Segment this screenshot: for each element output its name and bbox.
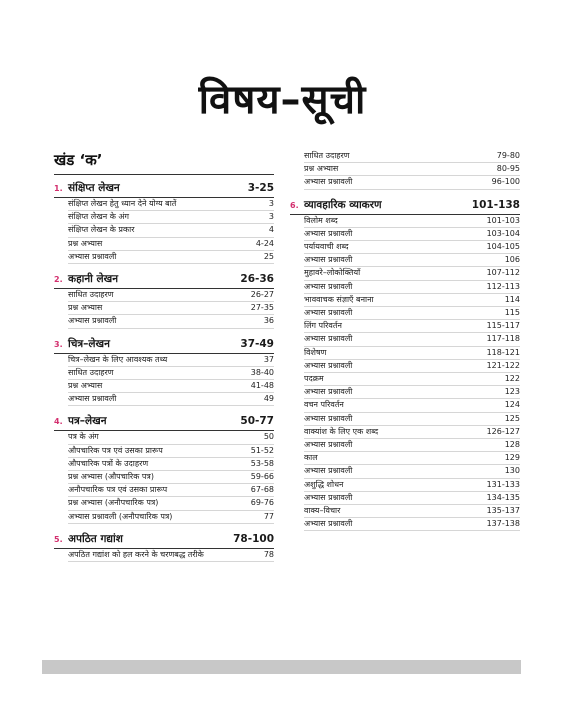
- toc-entry: [68, 445, 274, 458]
- toc-entry-pages: 104-105: [486, 242, 520, 252]
- continued-items: [290, 150, 520, 190]
- toc-entry-pages: 67-68: [250, 485, 274, 495]
- chapter-pages: 37-49: [240, 337, 274, 350]
- toc-entry: [304, 228, 520, 241]
- toc-entry: [68, 289, 274, 302]
- toc-entry: [68, 471, 274, 484]
- toc-entry-label: चित्र–लेखन के लिए आवश्यक तथ्य: [68, 354, 168, 364]
- toc-entry-label: प्रश्न अभ्यास (अनौपचारिक पत्र): [68, 498, 159, 508]
- toc-entry-pages: 79-80: [496, 151, 520, 160]
- chapter-heading: [54, 414, 274, 431]
- toc-entry-label: प्रश्न अभ्यास: [68, 303, 103, 313]
- toc-entry: [304, 333, 520, 346]
- toc-entry: [68, 380, 274, 393]
- toc-entry: [68, 431, 274, 444]
- toc-entry-label: अभ्यास प्रश्नावली: [304, 387, 353, 397]
- toc-entry-label: प्रश्न अभ्यास (औपचारिक पत्र): [68, 472, 154, 482]
- chapter-number: 4.: [54, 417, 63, 427]
- toc-entry: [304, 373, 520, 386]
- toc-entry: [304, 492, 520, 505]
- toc-entry: [304, 360, 520, 373]
- toc-entry: [304, 215, 520, 228]
- toc-entry-pages: 103-104: [486, 228, 520, 238]
- toc-entry-label: वाक्य–विचार: [304, 506, 341, 516]
- toc-entry: [304, 294, 520, 307]
- chapter-heading: [54, 272, 274, 289]
- toc-entry-label: औपचारिक पत्र एवं उसका प्रारूप: [68, 445, 163, 455]
- toc-entry-pages: 50: [263, 432, 274, 442]
- toc-entry-pages: 38-40: [250, 367, 274, 377]
- toc-entry-pages: 130: [504, 466, 520, 476]
- toc-entry: [304, 452, 520, 465]
- toc-entry-label: पर्यायवाची शब्द: [304, 242, 349, 252]
- toc-entry-label: मुहावरे–लोकोक्तियाँ: [304, 268, 361, 278]
- toc-entry: [304, 281, 520, 294]
- toc-entry: [304, 465, 520, 478]
- chapter-number: 5.: [54, 534, 63, 544]
- toc-entry: [304, 426, 520, 439]
- toc-entry: [68, 393, 274, 406]
- toc-entry-pages: 131-133: [486, 479, 520, 489]
- toc-entry-label: वचन परिवर्तन: [304, 400, 344, 410]
- toc-entry-label: लिंग परिवर्तन: [304, 321, 342, 331]
- toc-entry-label: विलोम शब्द: [304, 215, 338, 225]
- toc-entry-label: अभ्यास प्रश्नावली: [304, 519, 353, 529]
- toc-entry-pages: 3: [268, 212, 274, 222]
- toc-entry-pages: 122: [504, 374, 520, 384]
- toc-entry: [68, 354, 274, 367]
- toc-entry-label: अभ्यास प्रश्नावली: [304, 413, 353, 423]
- chapter-number: 6.: [290, 200, 299, 210]
- toc-entry-label: साधित उदाहरण: [304, 151, 350, 160]
- toc-left-column: [54, 150, 274, 562]
- chapter-number: 2.: [54, 275, 63, 285]
- toc-entry: [68, 224, 274, 237]
- toc-entry: [304, 399, 520, 412]
- chapter-pages: 50-77: [240, 415, 274, 428]
- chapter-pages: 3-25: [247, 182, 274, 194]
- toc-entry-label: अभ्यास प्रश्नावली: [68, 394, 117, 404]
- toc-entry-label: अभ्यास प्रश्नावली: [304, 440, 353, 450]
- toc-entry-pages: 37: [263, 354, 274, 364]
- toc-entry: [68, 238, 274, 251]
- chapter-number: 3.: [54, 339, 63, 349]
- toc-entry-label: भाववाचक संज्ञाएँ बनाना: [304, 294, 374, 304]
- toc-entry-label: वाक्यांश के लिए एक शब्द: [304, 426, 379, 436]
- toc-entry-label: अपठित गद्यांश को हल करने के चरणबद्ध तरीके: [68, 549, 204, 559]
- toc-entry-pages: 3: [268, 199, 274, 208]
- right-chapter-list: [290, 198, 520, 532]
- toc-entry: [304, 386, 520, 399]
- toc-entry-pages: 41-48: [250, 381, 274, 391]
- footer-bar: [42, 660, 521, 674]
- toc-entry-label: अभ्यास प्रश्नावली: [304, 281, 353, 291]
- toc-entry-label: संक्षिप्त लेखन के प्रकार: [68, 225, 135, 235]
- toc-entry-label: संक्षिप्त लेखन हेतु ध्यान देने योग्य बातें: [68, 199, 177, 208]
- toc-entry: [304, 505, 520, 518]
- toc-entry-pages: 114: [504, 294, 520, 304]
- toc-entry-pages: 121-122: [486, 360, 520, 370]
- chapter-heading: [54, 337, 274, 354]
- toc-entry-pages: 77: [263, 511, 274, 521]
- toc-entry-label: प्रश्न अभ्यास: [304, 164, 339, 174]
- toc-entry-pages: 118-121: [486, 347, 520, 357]
- toc-entry: [68, 484, 274, 497]
- toc-entry: [68, 198, 274, 211]
- toc-entry-label: विशेषण: [304, 347, 327, 357]
- toc-entry: [304, 150, 520, 163]
- toc-entry-pages: 51-52: [250, 445, 274, 455]
- toc-entry-label: अभ्यास प्रश्नावली (अनौपचारिक पत्र): [68, 511, 173, 521]
- toc-entry-pages: 134-135: [486, 492, 520, 502]
- toc-entry: [304, 254, 520, 267]
- toc-entry-label: अभ्यास प्रश्नावली: [304, 360, 353, 370]
- toc-entry-label: अशुद्धि शोधन: [304, 479, 344, 489]
- toc-entry-label: अभ्यास प्रश्नावली: [304, 492, 353, 502]
- toc-entry-label: अभ्यास प्रश्नावली: [304, 255, 353, 265]
- toc-entry: [304, 307, 520, 320]
- toc-entry: [304, 347, 520, 360]
- chapter-heading: [54, 181, 274, 198]
- chapter-title: चित्र–लेखन: [68, 337, 110, 350]
- toc-entry-pages: 126-127: [486, 426, 520, 436]
- toc-entry-pages: 4: [268, 225, 274, 235]
- toc-entry-pages: 125: [504, 413, 520, 423]
- toc-entry-pages: 78: [263, 549, 274, 559]
- toc-entry-pages: 49: [263, 394, 274, 404]
- toc-entry: [304, 267, 520, 280]
- toc-entry-label: काल: [304, 453, 318, 463]
- toc-entry-pages: 137-138: [486, 519, 520, 529]
- toc-entry-pages: 124: [504, 400, 520, 410]
- toc-entry: [304, 413, 520, 426]
- chapter-title: कहानी लेखन: [68, 273, 119, 286]
- toc-entry-pages: 117-118: [486, 334, 520, 344]
- toc-entry: [68, 367, 274, 380]
- chapter-title: संक्षिप्त लेखन: [68, 182, 120, 194]
- chapter-title: व्यावहारिक व्याकरण: [304, 198, 382, 211]
- toc-entry-label: अनौपचारिक पत्र एवं उसका प्रारूप: [68, 485, 168, 495]
- toc-entry: [68, 211, 274, 224]
- toc-entry-pages: 59-66: [250, 472, 274, 482]
- toc-entry-label: प्रश्न अभ्यास: [68, 381, 103, 391]
- toc-entry-pages: 123: [504, 387, 520, 397]
- page-title: विषय–सूची: [198, 77, 367, 123]
- toc-entry-pages: 80-95: [496, 164, 520, 174]
- chapter-pages: 101-138: [471, 198, 520, 211]
- toc-entry-label: अभ्यास प्रश्नावली: [304, 466, 353, 476]
- chapter-heading: [54, 532, 274, 549]
- toc-entry: [304, 320, 520, 333]
- toc-entry: [68, 302, 274, 315]
- toc-entry-pages: 107-112: [486, 268, 520, 278]
- toc-entry-pages: 128: [504, 440, 520, 450]
- toc-entry: [304, 163, 520, 176]
- chapter-heading: [290, 198, 520, 215]
- toc-entry: [68, 315, 274, 328]
- toc-entry-label: अभ्यास प्रश्नावली: [68, 251, 117, 261]
- toc-entry-label: संक्षिप्त लेखन के अंग: [68, 212, 130, 222]
- toc-entry: [304, 479, 520, 492]
- toc-entry: [68, 458, 274, 471]
- toc-entry-pages: 25: [263, 251, 274, 261]
- toc-entry: [68, 549, 274, 562]
- toc-entry: [68, 511, 274, 524]
- toc-entry-pages: 129: [504, 453, 520, 463]
- chapter-title: अपठित गद्यांश: [68, 532, 123, 545]
- toc-entry-pages: 106: [504, 255, 520, 265]
- toc-entry-label: अभ्यास प्रश्नावली: [304, 228, 353, 238]
- toc-entry-pages: 101-103: [486, 215, 520, 225]
- toc-entry: [304, 176, 520, 189]
- toc-entry-label: साधित उदाहरण: [68, 290, 114, 300]
- toc-entry-label: अभ्यास प्रश्नावली: [304, 308, 353, 318]
- toc-entry-label: पदक्रम: [304, 374, 324, 384]
- toc-entry-label: अभ्यास प्रश्नावली: [68, 316, 117, 326]
- chapter-number: 1.: [54, 184, 63, 193]
- toc-right-column: [290, 150, 520, 531]
- toc-entry-pages: 36: [263, 316, 274, 326]
- toc-entry-label: पत्र के अंग: [68, 432, 99, 442]
- toc-entry: [304, 439, 520, 452]
- toc-entry-label: साधित उदाहरण: [68, 367, 114, 377]
- toc-entry-pages: 4-24: [255, 238, 274, 248]
- toc-entry: [304, 518, 520, 531]
- toc-entry-label: प्रश्न अभ्यास: [68, 238, 103, 248]
- toc-entry-label: औपचारिक पत्रों के उदाहरण: [68, 458, 149, 468]
- chapter-pages: 78-100: [233, 532, 274, 545]
- toc-entry: [68, 251, 274, 264]
- toc-entry-pages: 115: [504, 308, 520, 318]
- toc-entry-pages: 26-27: [250, 290, 274, 300]
- toc-entry-pages: 69-76: [250, 498, 274, 508]
- chapter-pages: 26-36: [240, 273, 274, 286]
- toc-entry-pages: 27-35: [250, 303, 274, 313]
- toc-entry-pages: 96-100: [491, 177, 520, 187]
- toc-entry-pages: 135-137: [486, 506, 520, 516]
- toc-entry-label: अभ्यास प्रश्नावली: [304, 177, 353, 187]
- toc-entry-pages: 115-117: [486, 321, 520, 331]
- toc-entry: [304, 241, 520, 254]
- chapter-title: पत्र–लेखन: [68, 415, 107, 428]
- section-heading: खंड ‘क’: [54, 150, 274, 175]
- toc-entry-pages: 53-58: [250, 458, 274, 468]
- toc-entry-label: अभ्यास प्रश्नावली: [304, 334, 353, 344]
- toc-entry-pages: 112-113: [486, 281, 520, 291]
- left-chapter-list: [54, 181, 274, 562]
- toc-entry: [68, 497, 274, 510]
